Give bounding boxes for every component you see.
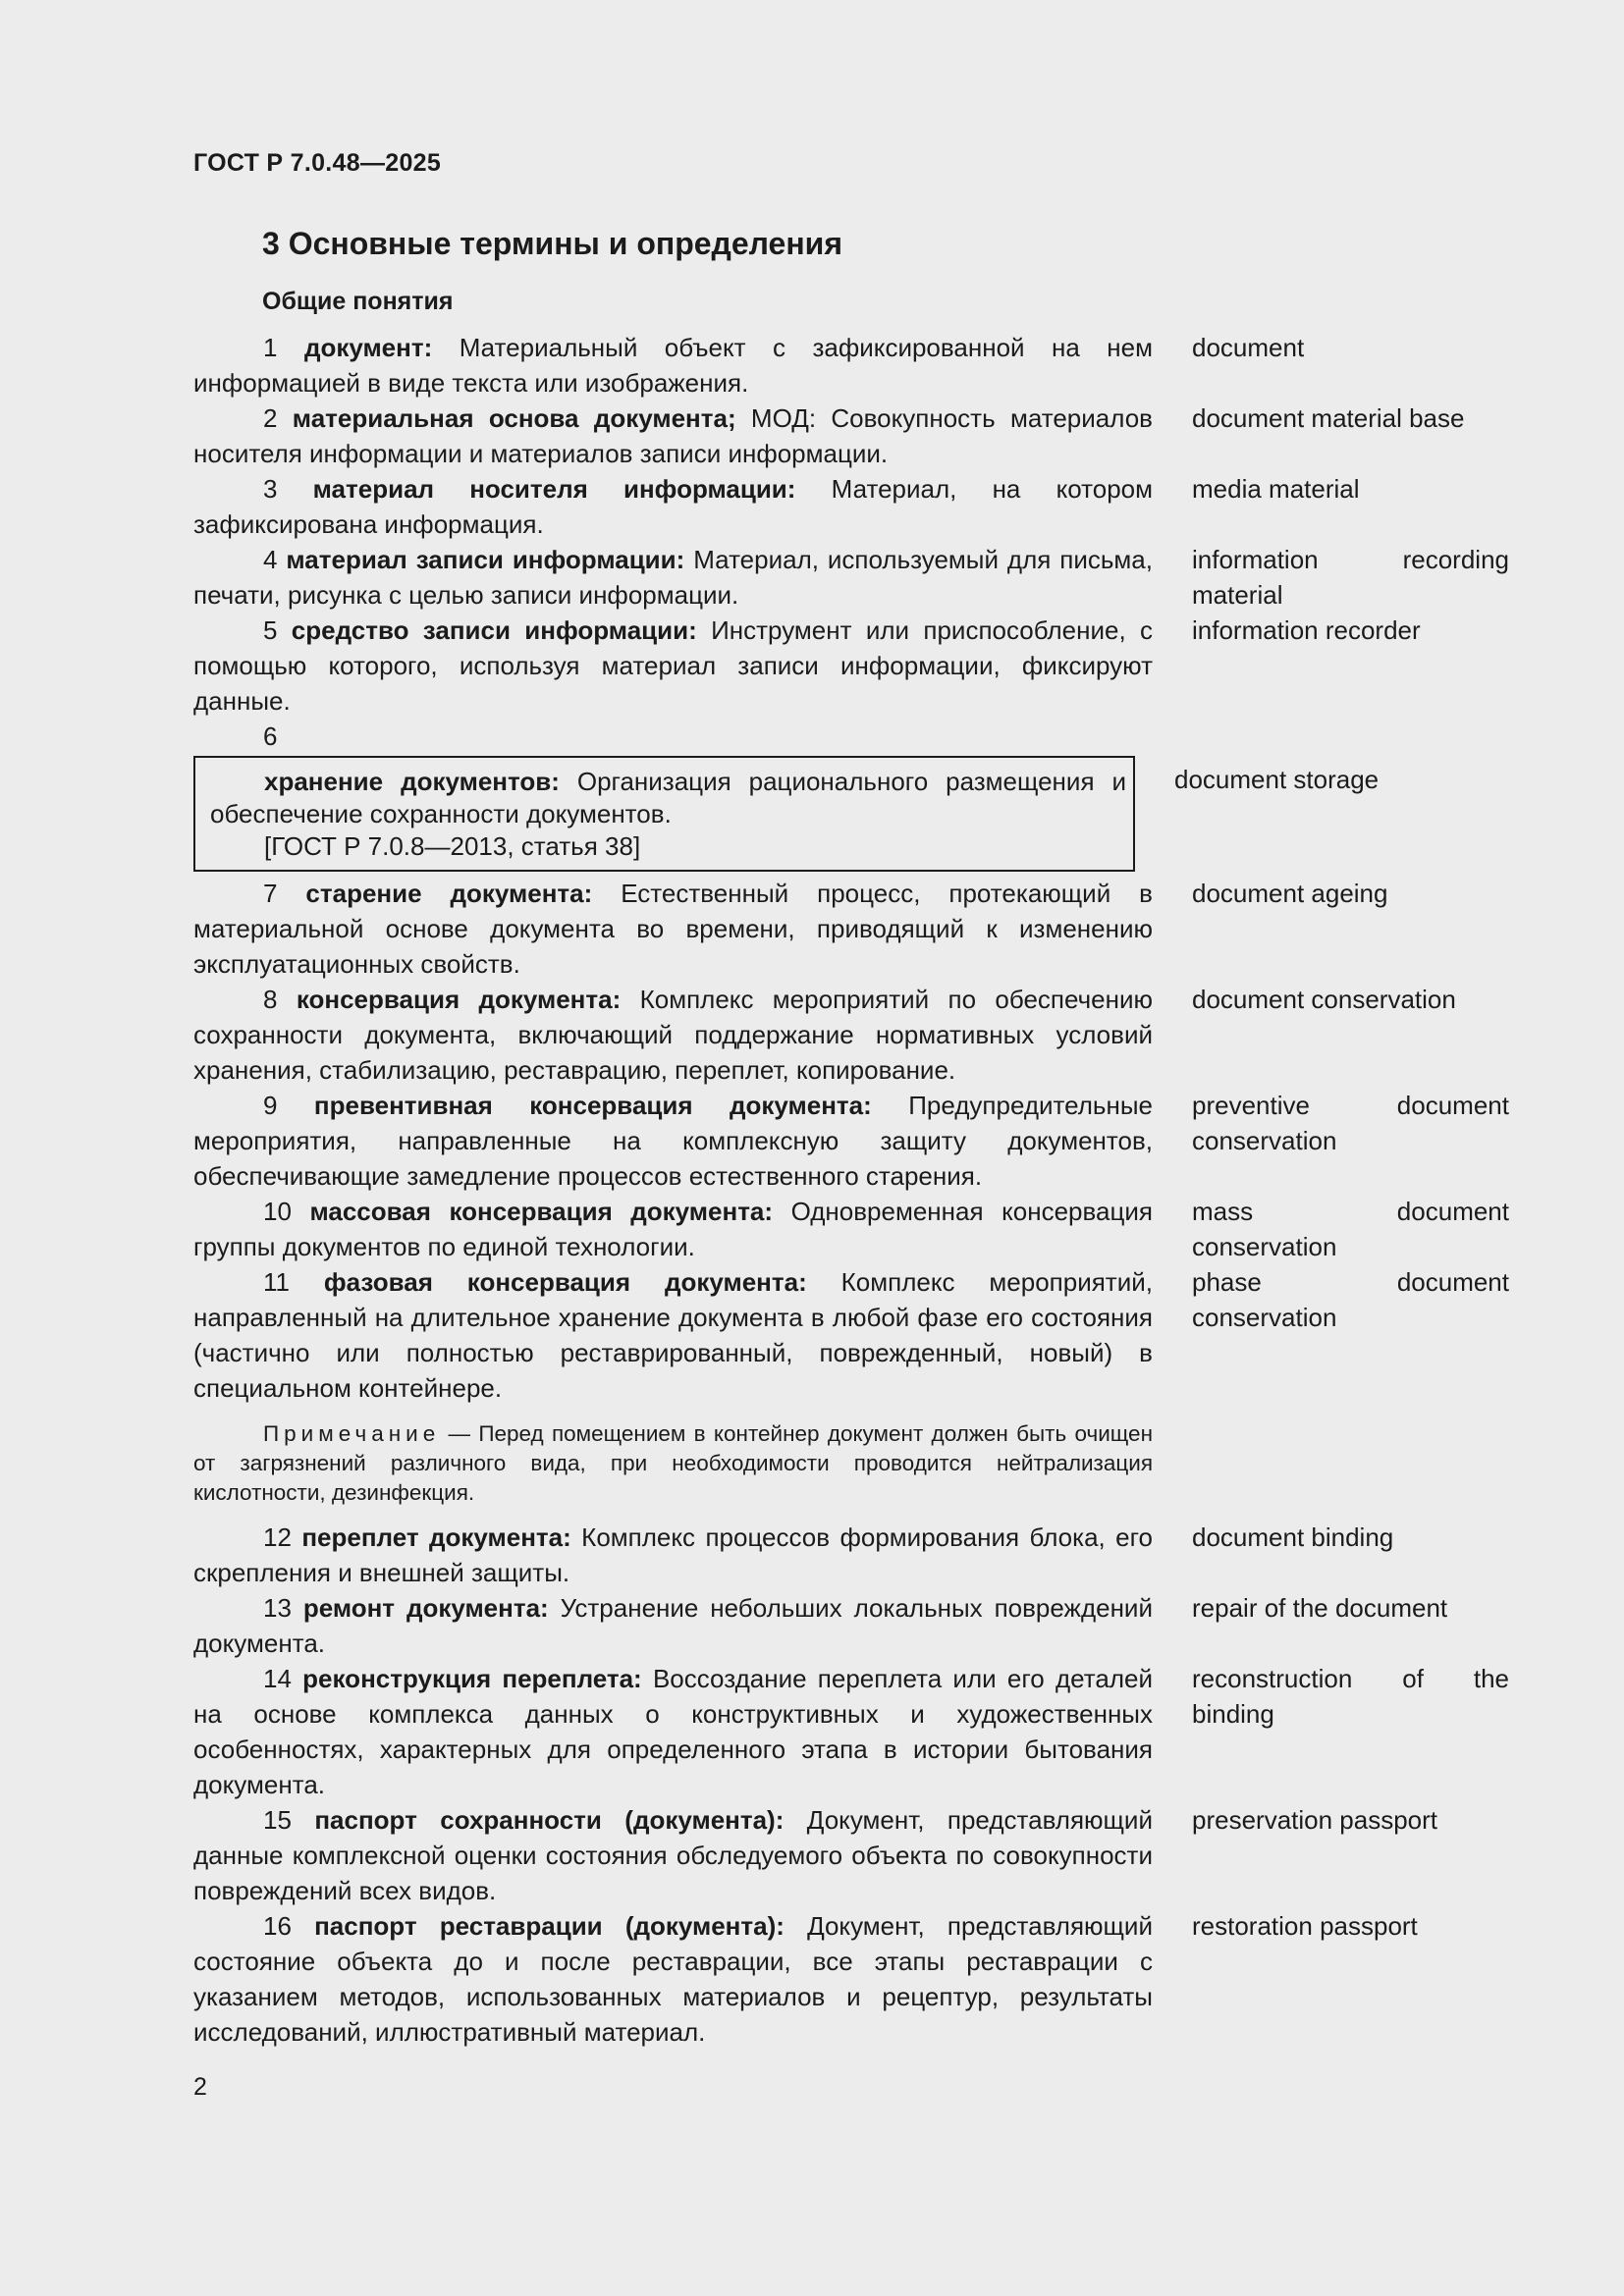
term-number: 12	[263, 1522, 292, 1552]
term-english: information recording material	[1192, 545, 1509, 610]
term-definition-block	[193, 1088, 1153, 1194]
term-definition: Устранение небольших локальных повреждений документа.	[193, 1593, 1153, 1658]
term-name: превентивная консервация документа:	[313, 1091, 872, 1120]
term-english: preservation passport	[1192, 1805, 1438, 1835]
section-title: 3 Основные термины и определения	[262, 226, 843, 261]
term-entry	[193, 613, 1509, 719]
term-number: 13	[263, 1593, 292, 1623]
page-number: 2	[193, 2073, 207, 2101]
term-entry	[193, 400, 1509, 471]
term-definition: Комплекс мероприятий, направленный на длительное хранение документа в любой фазе его состояния (частично или полностью реставрированный, поврежденный, новый) в специальном контейнере.	[193, 1267, 1153, 1403]
term-definition: Документ, представляющий состояние объекта до и после реставрации, все этапы реставрации с указанием методов, использованных материалов и рецептур, результаты исследований, иллюстративный материал.	[193, 1911, 1153, 2047]
term-english: preventive document conservation	[1192, 1091, 1509, 1155]
term-definition-block	[193, 876, 1153, 982]
term-entry	[193, 982, 1509, 1088]
term-english: document storage	[1174, 765, 1380, 794]
term-name: старение документа:	[305, 879, 593, 908]
term-entry	[193, 876, 1509, 982]
term-english: repair of the document	[1192, 1593, 1448, 1623]
term-definition-block	[193, 330, 1153, 400]
term-definition-block	[193, 542, 1153, 613]
term-definition: Инструмент или приспособление, с помощью которого, используя материал записи информации, фиксируют данные.	[193, 615, 1153, 716]
term-definition: Комплекс процессов формирования блока, его скрепления и внешней защиты.	[193, 1522, 1153, 1587]
term-definition-block	[193, 982, 1153, 1088]
terms-list	[193, 330, 1509, 2050]
term-number: 7	[263, 879, 278, 908]
term-definition-block	[193, 471, 1153, 542]
term-definition: Естественный процесс, протекающий в материальной основе документа во времени, приводящий к изменению эксплуатационных свойств.	[193, 879, 1153, 979]
term-definition: Одновременная консервация группы документов по единой технологии.	[193, 1197, 1153, 1261]
term-definition-block	[193, 1908, 1153, 2050]
term-name: паспорт сохранности (документа):	[314, 1805, 785, 1835]
term-english: mass document conservation	[1192, 1197, 1509, 1261]
term-number: 16	[263, 1911, 292, 1941]
term-entry	[193, 1908, 1509, 2050]
term-definition-block	[193, 1264, 1153, 1406]
term-definition: МОД: Совокупность материалов носителя информации и материалов записи информации.	[193, 403, 1153, 468]
term-source: [ГОСТ Р 7.0.8—2013, статья 38]	[264, 831, 641, 861]
term-english: media material	[1192, 474, 1360, 504]
term-definition: Документ, представляющий данные комплексной оценки состояния обследуемого объекта по совокупности повреждений всех видов.	[193, 1805, 1153, 1905]
term-definition-block	[193, 1194, 1153, 1264]
term-english: reconstruction of the binding	[1192, 1664, 1509, 1729]
term-number: 11	[263, 1267, 290, 1297]
term-name: материальная основа документа;	[292, 403, 736, 433]
term-number: 1	[263, 333, 278, 362]
term-number: 5	[263, 615, 278, 645]
term-number: 2	[263, 403, 278, 433]
term-name: средство записи информации:	[291, 615, 697, 645]
term-definition-block	[193, 1520, 1153, 1590]
term-name: хранение документов:	[264, 767, 560, 796]
term-entry	[193, 1661, 1509, 1802]
quoted-term-box	[193, 756, 1135, 872]
term-name: переплет документа:	[301, 1522, 571, 1552]
term-definition-block	[193, 400, 1153, 471]
term-number: 14	[263, 1664, 292, 1693]
term-definition-block	[193, 1590, 1153, 1661]
term-definition: Комплекс мероприятий по обеспечению сохранности документа, включающий поддержание нормативных условий хранения, стабилизацию, реставрацию, переплет, копирование.	[193, 985, 1153, 1085]
term-entry	[193, 542, 1509, 613]
term-definition-block	[193, 613, 1153, 719]
term-name: документ:	[303, 333, 433, 362]
term-english: document binding	[1192, 1522, 1394, 1552]
standard-header: ГОСТ Р 7.0.48—2025	[193, 149, 442, 177]
term-name: материал записи информации:	[286, 545, 685, 574]
term-entry	[193, 1590, 1509, 1661]
term-english: restoration passport	[1192, 1911, 1418, 1941]
term-definition: Материальный объект с зафиксированной на нем информацией в виде текста или изображения.	[193, 333, 1154, 398]
term-english: document material base	[1192, 403, 1465, 433]
term-entry	[193, 1264, 1509, 1406]
term-entry	[193, 330, 1509, 400]
term-definition: Организация рационального размещения и обеспечение сохранности документов.	[210, 767, 1126, 828]
term-definition: Предупредительные мероприятия, направленные на комплексную защиту документов, обеспечивающие замедление процессов естественного старения.	[193, 1091, 1153, 1191]
term-number: 10	[263, 1197, 292, 1226]
term-name: консервация документа:	[296, 985, 622, 1014]
term-number: 6	[263, 721, 278, 751]
term-name: материал носителя информации:	[312, 474, 796, 504]
term-definition: Воссоздание переплета или его деталей на основе комплекса данных о конструктивных и художественных особенностях, характерных для определенного этапа в истории бытования документа.	[193, 1664, 1153, 1799]
note	[193, 1419, 1153, 1508]
term-number: 3	[263, 474, 278, 504]
term-entry	[193, 1520, 1509, 1590]
term-number: 8	[263, 985, 278, 1014]
term-english: information recorder	[1192, 615, 1421, 645]
subsection-title: Общие понятия	[262, 288, 454, 315]
term-definition-block	[193, 1802, 1153, 1908]
term-name: ремонт документа:	[302, 1593, 549, 1623]
term-name: реконструкция переплета:	[302, 1664, 642, 1693]
note-label: Примечание	[263, 1421, 441, 1446]
note-text: — Перед помещением в контейнер документ должен быть очищен от загрязнений различного вида, при необходимости проводится нейтрализация кислотности, дезинфекция.	[193, 1421, 1153, 1505]
term-definition: Материал, на котором зафиксирована информация.	[193, 474, 1153, 539]
term-entry	[193, 1088, 1509, 1194]
term-number: 15	[263, 1805, 292, 1835]
term-english: document	[1192, 333, 1305, 362]
term-english: phase document conservation	[1192, 1267, 1509, 1332]
term-entry	[193, 471, 1509, 542]
term-entry	[193, 1194, 1509, 1264]
term-definition: Материал, используемый для письма, печати, рисунка с целью записи информации.	[193, 545, 1153, 610]
term-entry-boxed	[193, 756, 1509, 872]
term-number: 4	[263, 545, 278, 574]
term-name: паспорт реставрации (документа):	[314, 1911, 785, 1941]
term-english: document conservation	[1192, 985, 1456, 1014]
term-english: document ageing	[1192, 879, 1388, 908]
term-entry	[193, 1802, 1509, 1908]
term-name: массовая консервация документа:	[309, 1197, 774, 1226]
term-definition-block	[193, 1661, 1153, 1802]
term-name: фазовая консервация документа:	[323, 1267, 807, 1297]
term-number: 9	[263, 1091, 278, 1120]
